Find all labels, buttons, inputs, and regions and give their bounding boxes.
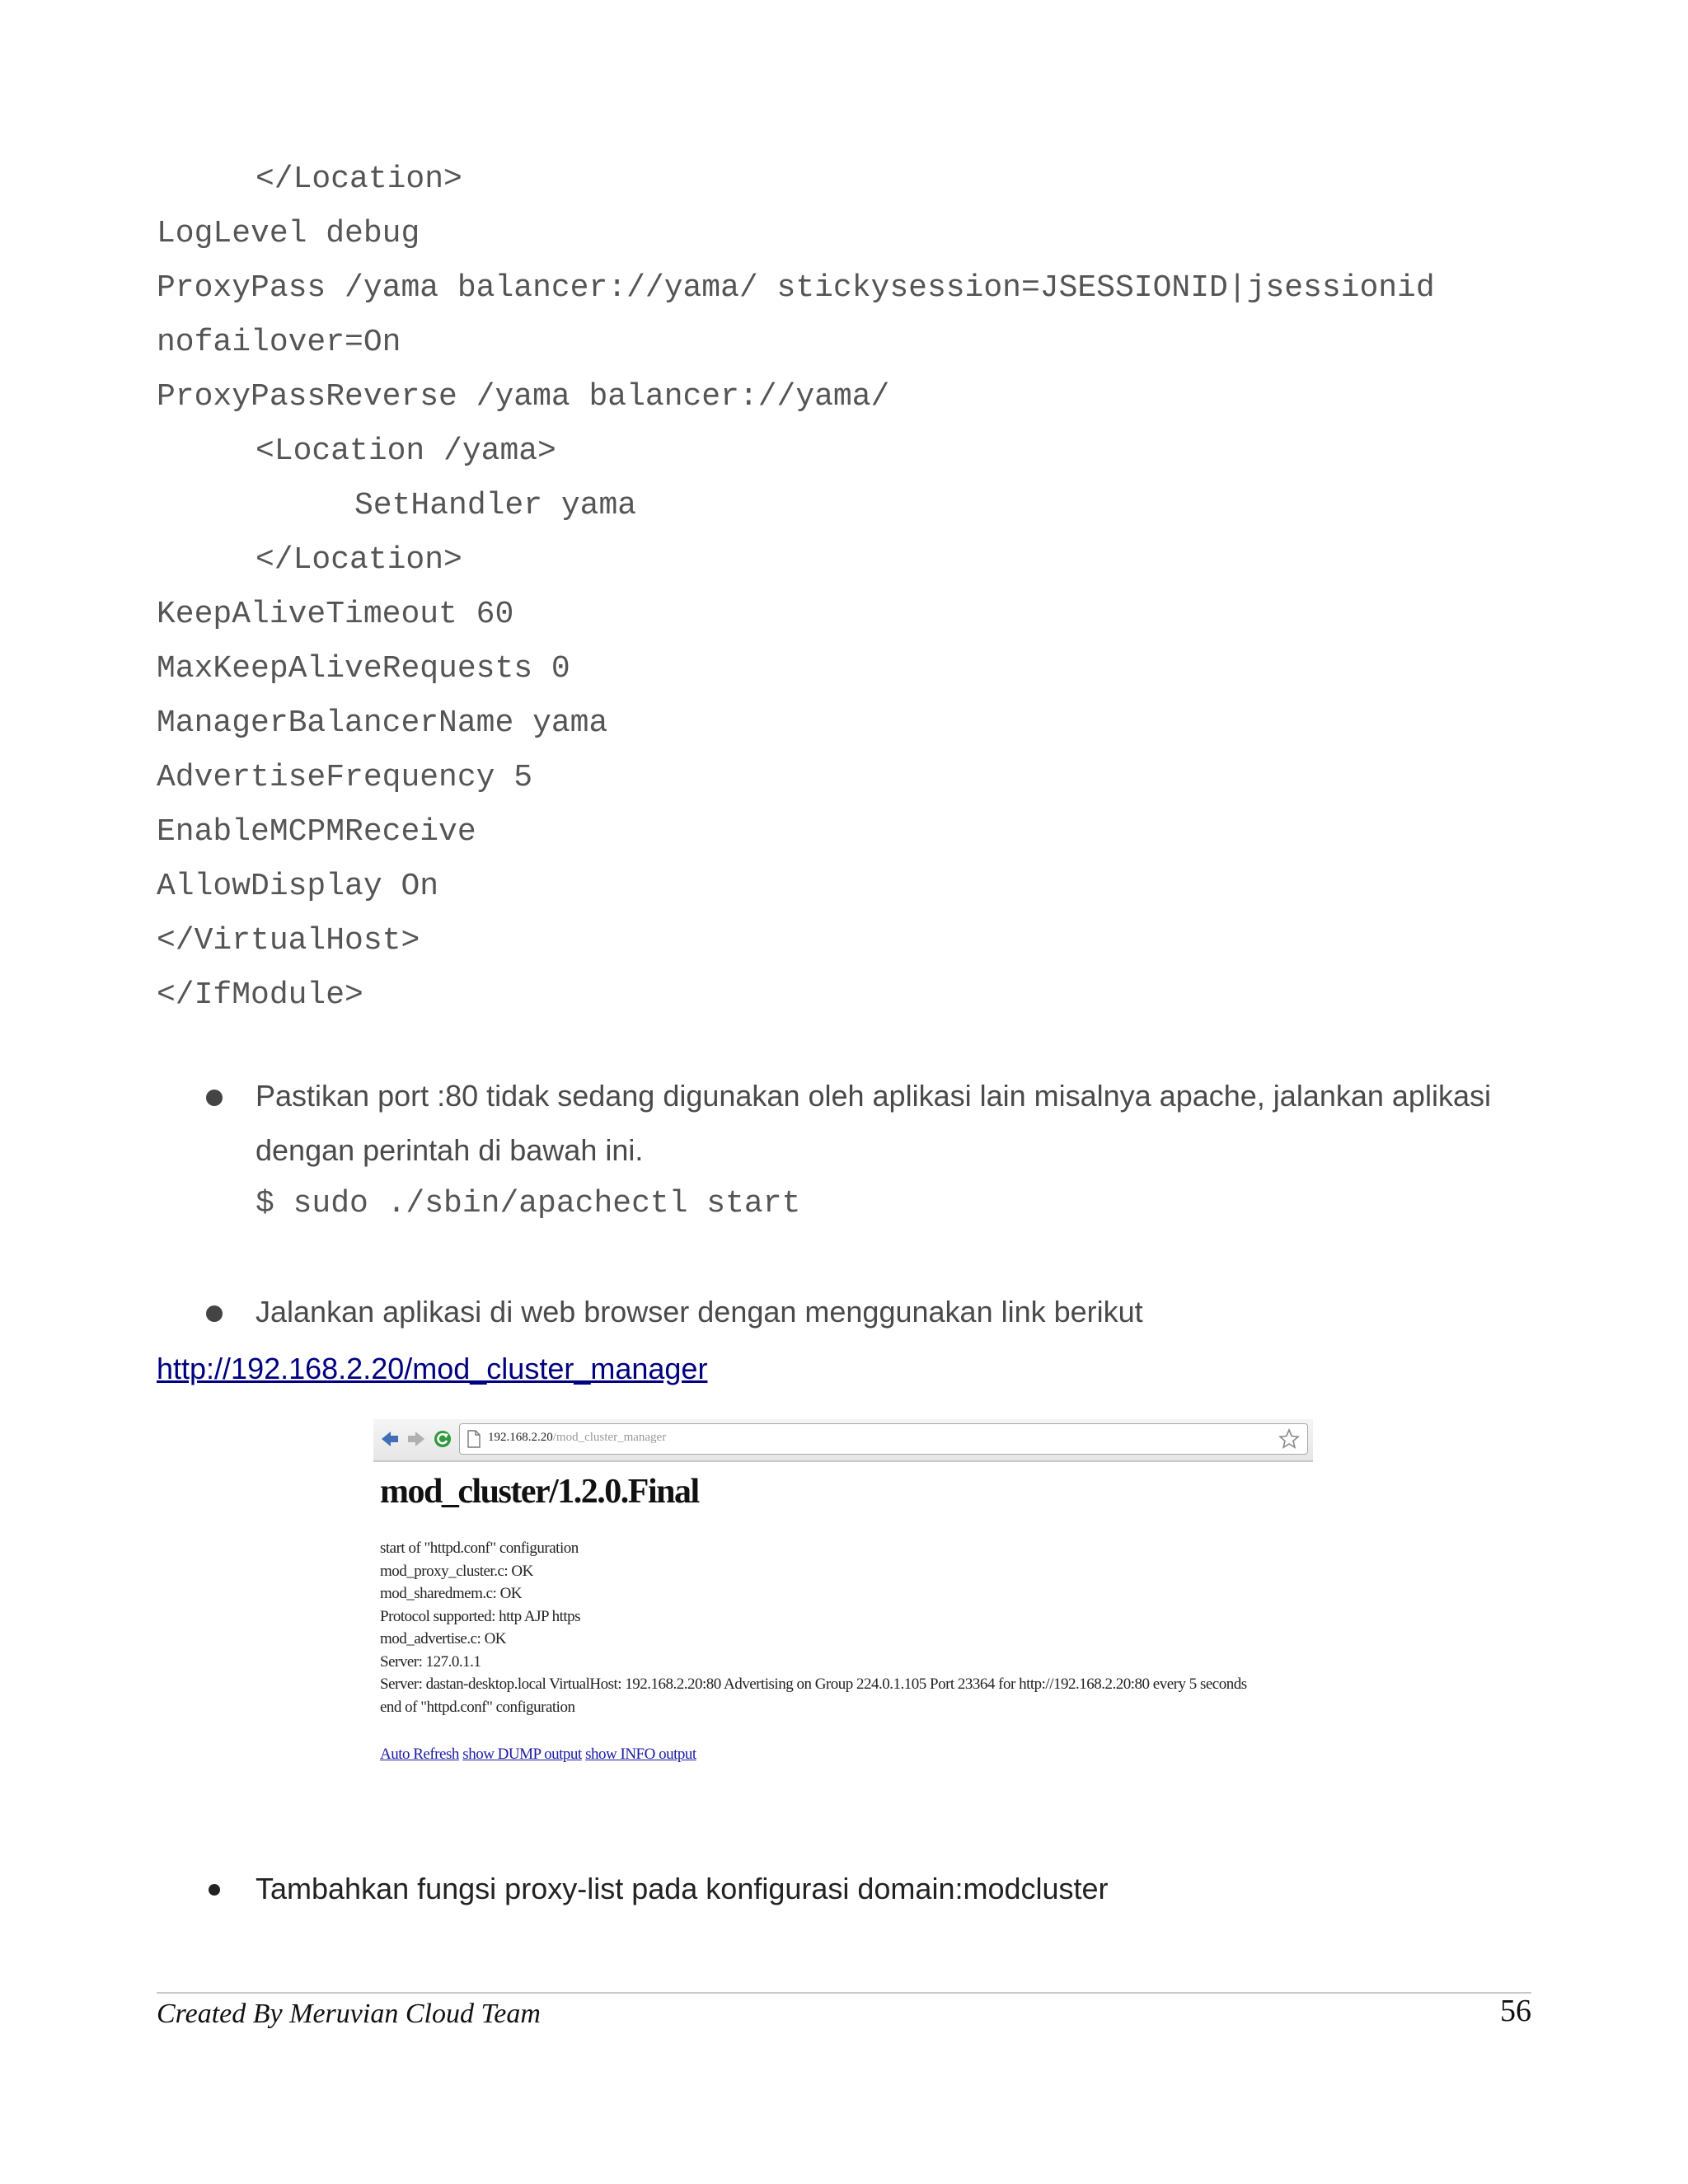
- code-line: AllowDisplay On: [157, 869, 439, 904]
- code-line: ProxyPassReverse /yama balancer://yama/: [157, 379, 890, 415]
- code-line: MaxKeepAliveRequests 0: [157, 651, 570, 687]
- reload-icon[interactable]: [433, 1427, 452, 1451]
- browser-screenshot: [373, 1419, 1313, 1782]
- back-arrow-icon[interactable]: [380, 1427, 400, 1451]
- bullet-dot: [206, 1090, 223, 1106]
- address-path: /mod_cluster_manager: [552, 1431, 667, 1444]
- status-line: start of "httpd.conf" configuration: [380, 1540, 579, 1557]
- status-line: mod_advertise.c: OK: [380, 1630, 507, 1647]
- bookmark-star-icon[interactable]: [1278, 1427, 1301, 1451]
- show-dump-link[interactable]: show DUMP output: [462, 1746, 582, 1763]
- code-line: nofailover=On: [157, 325, 401, 360]
- status-line: mod_sharedmem.c: OK: [380, 1585, 523, 1602]
- browser-toolbar: [373, 1419, 1313, 1462]
- code-line: ManagerBalancerName yama: [157, 705, 608, 741]
- status-line: end of "httpd.conf" configuration: [380, 1698, 575, 1716]
- status-line: Server: 127.0.1.1: [380, 1652, 481, 1671]
- forward-arrow-icon[interactable]: [406, 1427, 426, 1451]
- footer-rule: [157, 1992, 1531, 1994]
- bullet-text: Pastikan port :80 tidak sedang digunakan oleh aplikasi lain misalnya apache, jalankan aplikasi dengan perintah di bawah ini.: [256, 1079, 1491, 1167]
- status-lines: [380, 1537, 1247, 1718]
- page-icon: [467, 1429, 481, 1449]
- manager-link[interactable]: http://192.168.2.20/mod_cluster_manager: [157, 1352, 708, 1385]
- bullet-text: Jalankan aplikasi di web browser dengan menggunakan link berikut: [256, 1295, 1143, 1329]
- command-line: $ sudo ./sbin/apachectl start: [256, 1186, 801, 1221]
- code-line: LogLevel debug: [157, 216, 420, 251]
- code-line: </Location>: [256, 162, 462, 197]
- code-line: </VirtualHost>: [157, 923, 420, 958]
- code-line: ProxyPass /yama balancer://yama/ stickysession=JSESSIONID|jsessionid: [157, 270, 1435, 306]
- bullet-dot: [209, 1884, 220, 1896]
- code-line: EnableMCPMReceive: [157, 814, 476, 850]
- status-line: Server: dastan-desktop.local VirtualHost: 192.168.2.20:80 Advertising on Group 224.0.1.105 Port 23364 for http://192.168.2.20:80 every 5 seconds: [380, 1675, 1247, 1693]
- status-line: mod_proxy_cluster.c: OK: [380, 1562, 533, 1580]
- code-line: </Location>: [256, 542, 462, 578]
- address-text: [488, 1431, 666, 1445]
- bullet-dot: [206, 1305, 223, 1322]
- status-line: Protocol supported: http AJP https: [380, 1607, 581, 1625]
- manager-links: [380, 1743, 696, 1766]
- code-line: </IfModule>: [157, 977, 363, 1013]
- code-line: SetHandler yama: [354, 488, 637, 523]
- auto-refresh-link[interactable]: Auto Refresh: [380, 1746, 459, 1763]
- code-block: [157, 152, 1435, 1023]
- bullet-text: Tambahkan fungsi proxy-list pada konfigurasi domain:modcluster: [256, 1872, 1109, 1905]
- mod-cluster-title: mod_cluster/1.2.0.Final: [380, 1473, 699, 1511]
- page-number: 56: [1500, 1994, 1531, 2028]
- address-host: 192.168.2.20: [488, 1431, 553, 1444]
- code-line: AdvertiseFrequency 5: [157, 760, 533, 795]
- code-line: KeepAliveTimeout 60: [157, 597, 514, 632]
- address-bar[interactable]: [459, 1423, 1308, 1455]
- show-info-link[interactable]: show INFO output: [585, 1746, 696, 1763]
- footer-credit: Created By Meruvian Cloud Team: [157, 1999, 541, 2029]
- code-line: <Location /yama>: [256, 434, 556, 469]
